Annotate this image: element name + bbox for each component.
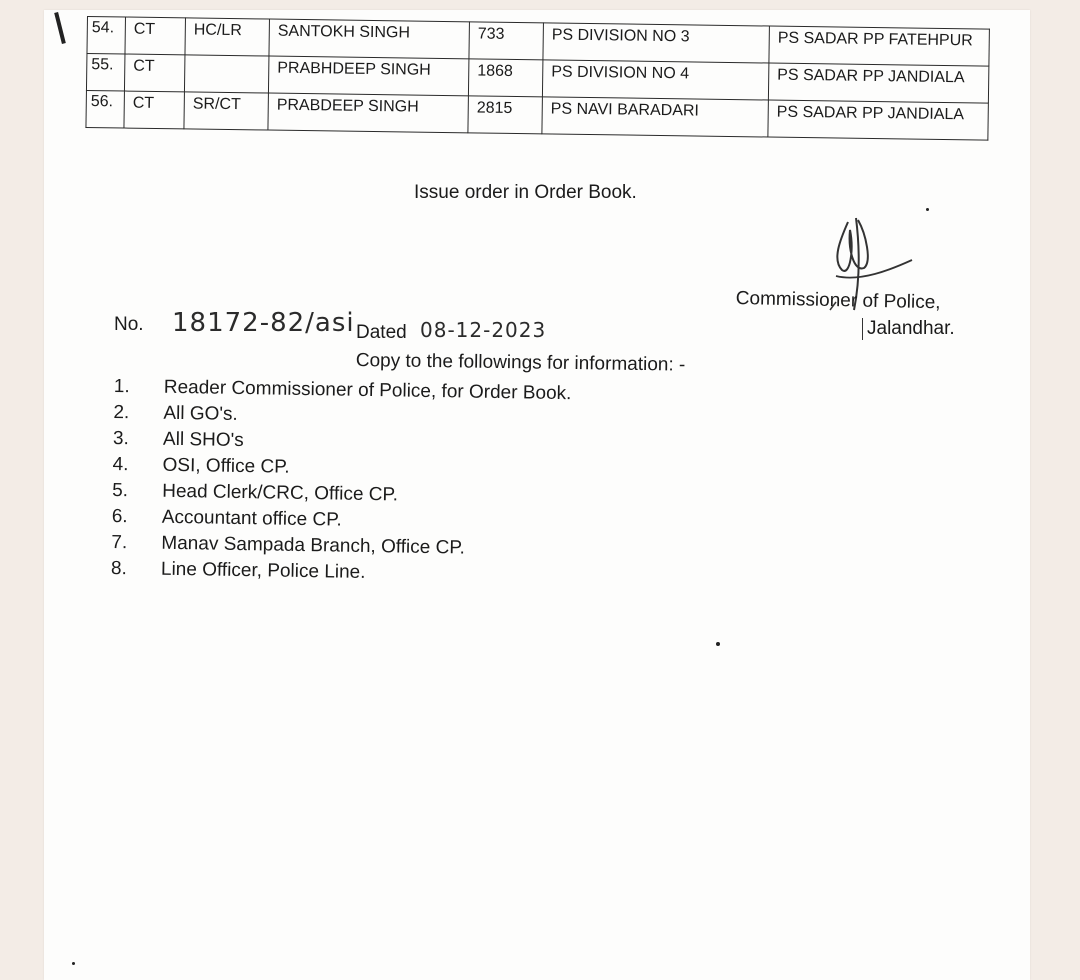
list-item-number: 1. [113,376,130,398]
cell-to: PS SADAR PP FATEHPUR [769,26,989,66]
cell-name: SANTOKH SINGH [269,19,469,59]
cell-designation: HC/LR [185,18,270,56]
cell-sl: 55. [86,54,125,92]
cell-designation: SR/CT [184,92,269,130]
list-item-text: All SHO's [162,428,244,452]
list-item-text: Manav Sampada Branch, Office CP. [161,532,465,559]
issue-order-line: Issue order in Order Book. [414,182,637,203]
dated-value: 08-12-2023 [420,318,547,342]
cell-name: PRABHDEEP SINGH [268,56,468,96]
transfer-table [85,16,989,141]
signatory-place: Jalandhar. [862,318,955,340]
list-item-number: 5. [112,479,129,502]
order-no-label: No. [114,314,144,335]
copy-list [111,376,572,591]
list-item-number: 2. [113,401,130,424]
list-item-number: 8. [110,557,127,580]
order-no-value: 18172-82/asi [172,308,355,338]
list-item-text: All GO's. [163,402,238,425]
cell-to: PS SADAR PP JANDIALA [768,100,988,140]
cell-rank: CT [124,54,185,92]
list-item-number: 7. [111,531,128,554]
cell-from: PS NAVI BARADARI [542,97,768,137]
cell-designation [184,55,269,93]
cell-from: PS DIVISION NO 4 [542,60,768,100]
list-item-text: Line Officer, Police Line. [160,558,366,583]
cell-sl: 56. [86,90,125,128]
list-item-number: 6. [111,505,128,528]
cell-belt-no: 1868 [468,59,543,97]
list-item-text: Reader Commissioner of Police, for Order Book. [163,376,572,405]
list-item-number: 4. [112,453,129,476]
speck [716,642,720,646]
cell-rank: CT [125,17,186,55]
list-item-number: 3. [112,427,130,450]
cell-rank: CT [124,91,185,129]
list-item-text: Accountant office CP. [161,506,342,531]
speck [926,208,929,211]
cell-to: PS SADAR PP JANDIALA [768,63,988,103]
list-item-text: Head Clerk/CRC, Office CP. [162,480,399,506]
cell-belt-no: 2815 [468,96,543,134]
dated-label: Dated [356,322,407,343]
copy-heading: Copy to the followings for information: - [355,350,686,376]
cell-belt-no: 733 [469,22,544,60]
cell-sl: 54. [87,17,126,55]
speck [72,962,75,965]
cell-name: PRABDEEP SINGH [268,93,468,133]
signatory-title: Commissioner of Police, [735,288,941,314]
list-item-text: OSI, Office CP. [162,454,290,478]
cell-from: PS DIVISION NO 3 [543,23,769,63]
